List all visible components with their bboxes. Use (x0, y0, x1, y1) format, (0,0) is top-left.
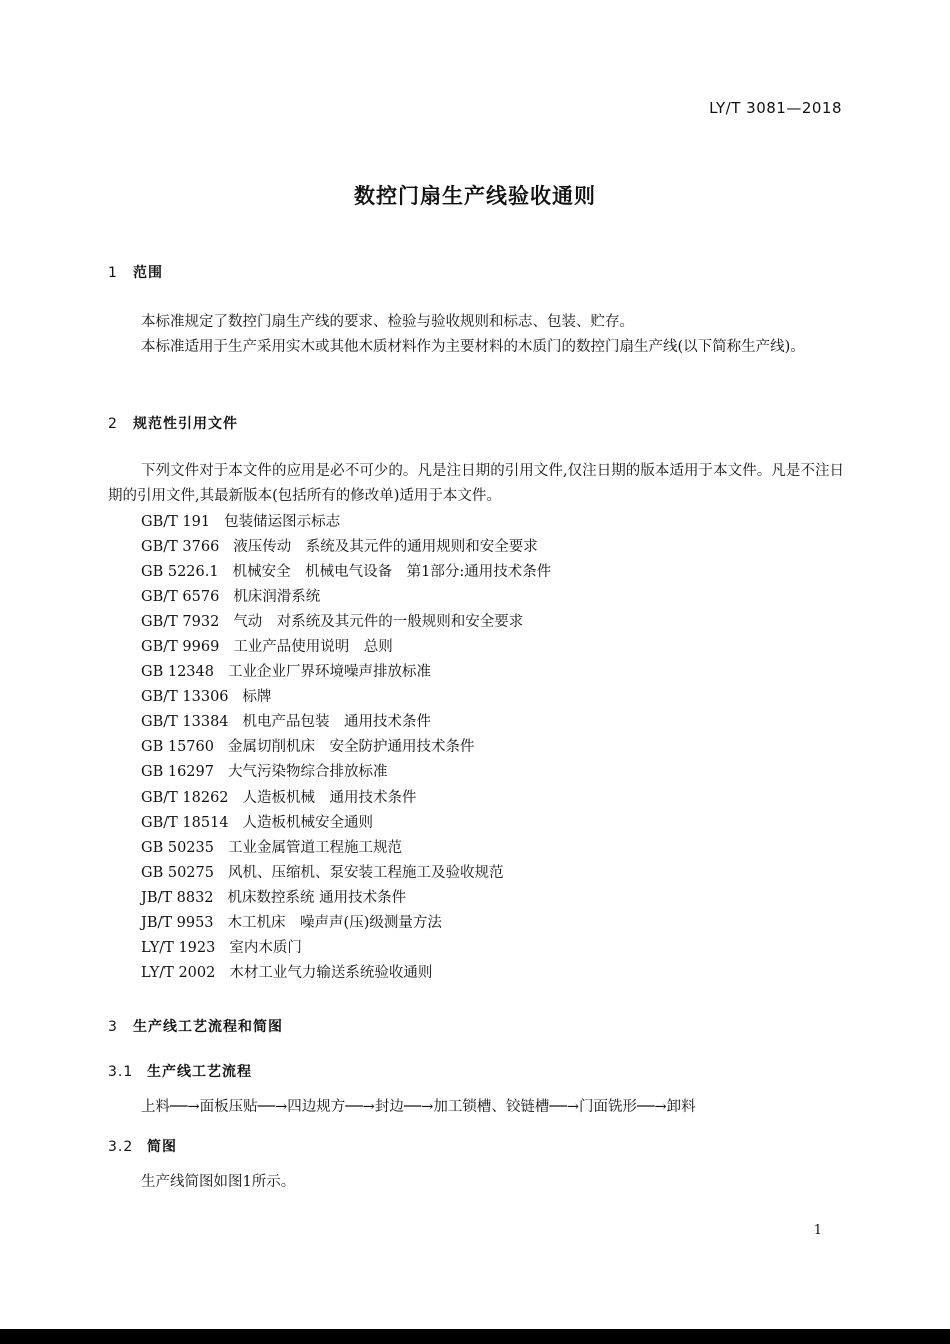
reference-item (141, 735, 551, 760)
subsection-number: 3.1 (108, 1064, 134, 1080)
reference-code: GB 12348 (141, 664, 214, 681)
reference-title: 工业产品使用说明 总则 (233, 639, 393, 656)
reference-title: 室内木质门 (229, 939, 302, 956)
reference-item (141, 635, 551, 660)
reference-code: GB/T 191 (141, 514, 211, 530)
reference-item (141, 886, 551, 911)
reference-item (141, 560, 551, 585)
section-1-body (108, 310, 844, 360)
paragraph: 本标准适用于生产采用实木或其他木质材料作为主要材料的木质门的数控门扇生产线(以下简称生产线)。 (141, 339, 805, 355)
reference-code: GB/T 3766 (141, 539, 220, 556)
reference-title: 液压传动 系统及其元件的通用规则和安全要求 (233, 539, 538, 556)
reference-item (141, 585, 551, 610)
paragraph: 下列文件对于本文件的应用是必不可少的。凡是注日期的引用文件,仅注日期的版本适用于本文件。凡是不注日期的引用文件,其最新版本(包括所有的修改单)适用于本文件。 (108, 463, 844, 504)
reference-code: GB/T 18514 (141, 814, 229, 831)
reference-item (141, 685, 551, 710)
page-number: 1 (813, 1223, 822, 1238)
reference-code: GB 50235 (141, 839, 214, 856)
reference-title: 机械安全 机械电气设备 第1部分:通用技术条件 (232, 564, 552, 581)
reference-item (141, 836, 551, 861)
reference-code: JB/T 9953 (141, 914, 214, 931)
reference-title: 工业金属管道工程施工规范 (227, 839, 402, 856)
reference-title: 工业企业厂界环境噪声排放标准 (227, 664, 431, 681)
reference-code: GB 5226.1 (141, 564, 219, 581)
reference-item (141, 911, 551, 936)
section-2-heading (108, 413, 238, 433)
subsection-3-2-heading (108, 1136, 177, 1156)
reference-code: GB/T 9969 (141, 639, 220, 656)
standard-number: LY/T 3081—2018 (709, 99, 842, 117)
reference-item (141, 760, 551, 785)
reference-item (141, 510, 551, 535)
reference-code: GB/T 18262 (141, 789, 229, 806)
reference-title: 气动 对系统及其元件的一般规则和安全要求 (233, 614, 524, 631)
reference-item (141, 660, 551, 685)
reference-title: 大气污染物综合排放标准 (227, 764, 388, 781)
reference-item (141, 811, 551, 836)
reference-item (141, 961, 551, 986)
reference-title: 木工机床 噪声声(压)级测量方法 (227, 914, 442, 931)
reference-item (141, 936, 551, 961)
reference-code: GB/T 13384 (141, 714, 229, 731)
reference-code: GB/T 7932 (141, 614, 220, 631)
reference-code: GB 16297 (141, 764, 214, 781)
reference-title: 机床数控系统 通用技术条件 (227, 889, 407, 906)
process-flow: 上料──→面板压贴──→四边规方──→封边──→加工锁槽、铰链槽──→门面铣形──→卸料 (141, 1099, 696, 1115)
reference-title: 人造板机械安全通则 (242, 814, 374, 831)
section-3-heading (108, 1016, 283, 1036)
section-1-heading (108, 262, 163, 282)
subsection-3-1-heading (108, 1061, 252, 1081)
section-title: 生产线工艺流程和简图 (133, 1019, 283, 1035)
diagram-reference-text: 生产线简图如图1所示。 (141, 1174, 296, 1190)
section-number: 1 (108, 265, 118, 281)
document-title: 数控门扇生产线验收通则 (354, 184, 596, 208)
section-number: 2 (108, 416, 118, 432)
reference-item (141, 861, 551, 886)
reference-item (141, 710, 551, 735)
reference-title: 机床润滑系统 (233, 589, 321, 606)
paragraph: 本标准规定了数控门扇生产线的要求、检验与验收规则和标志、包装、贮存。 (141, 314, 634, 330)
reference-title: 金属切削机床 安全防护通用技术条件 (227, 739, 475, 756)
reference-code: GB/T 6576 (141, 589, 220, 606)
section-number: 3 (108, 1019, 118, 1035)
reference-code: LY/T 2002 (141, 964, 216, 981)
reference-item (141, 610, 551, 635)
reference-item (141, 535, 551, 560)
section-title: 范围 (133, 265, 163, 281)
reference-title: 机电产品包装 通用技术条件 (242, 714, 432, 731)
reference-title: 标牌 (242, 689, 272, 706)
reference-title: 风机、压缩机、泵安装工程施工及验收规范 (227, 864, 504, 881)
reference-title: 包装储运图示标志 (224, 514, 341, 530)
reference-title: 人造板机械 通用技术条件 (242, 789, 417, 806)
section-title: 规范性引用文件 (133, 416, 238, 432)
reference-code: GB 50275 (141, 864, 214, 881)
reference-code: GB/T 13306 (141, 689, 229, 706)
reference-code: JB/T 8832 (141, 889, 214, 906)
subsection-title: 简图 (147, 1139, 177, 1155)
section-2-intro (108, 459, 844, 509)
bottom-border (0, 1329, 950, 1344)
reference-code: GB 15760 (141, 739, 214, 756)
reference-title: 木材工业气力输送系统验收通则 (229, 964, 433, 981)
subsection-title: 生产线工艺流程 (147, 1064, 252, 1080)
reference-list (141, 510, 551, 986)
reference-code: LY/T 1923 (141, 939, 216, 956)
subsection-number: 3.2 (108, 1139, 134, 1155)
reference-item (141, 786, 551, 811)
